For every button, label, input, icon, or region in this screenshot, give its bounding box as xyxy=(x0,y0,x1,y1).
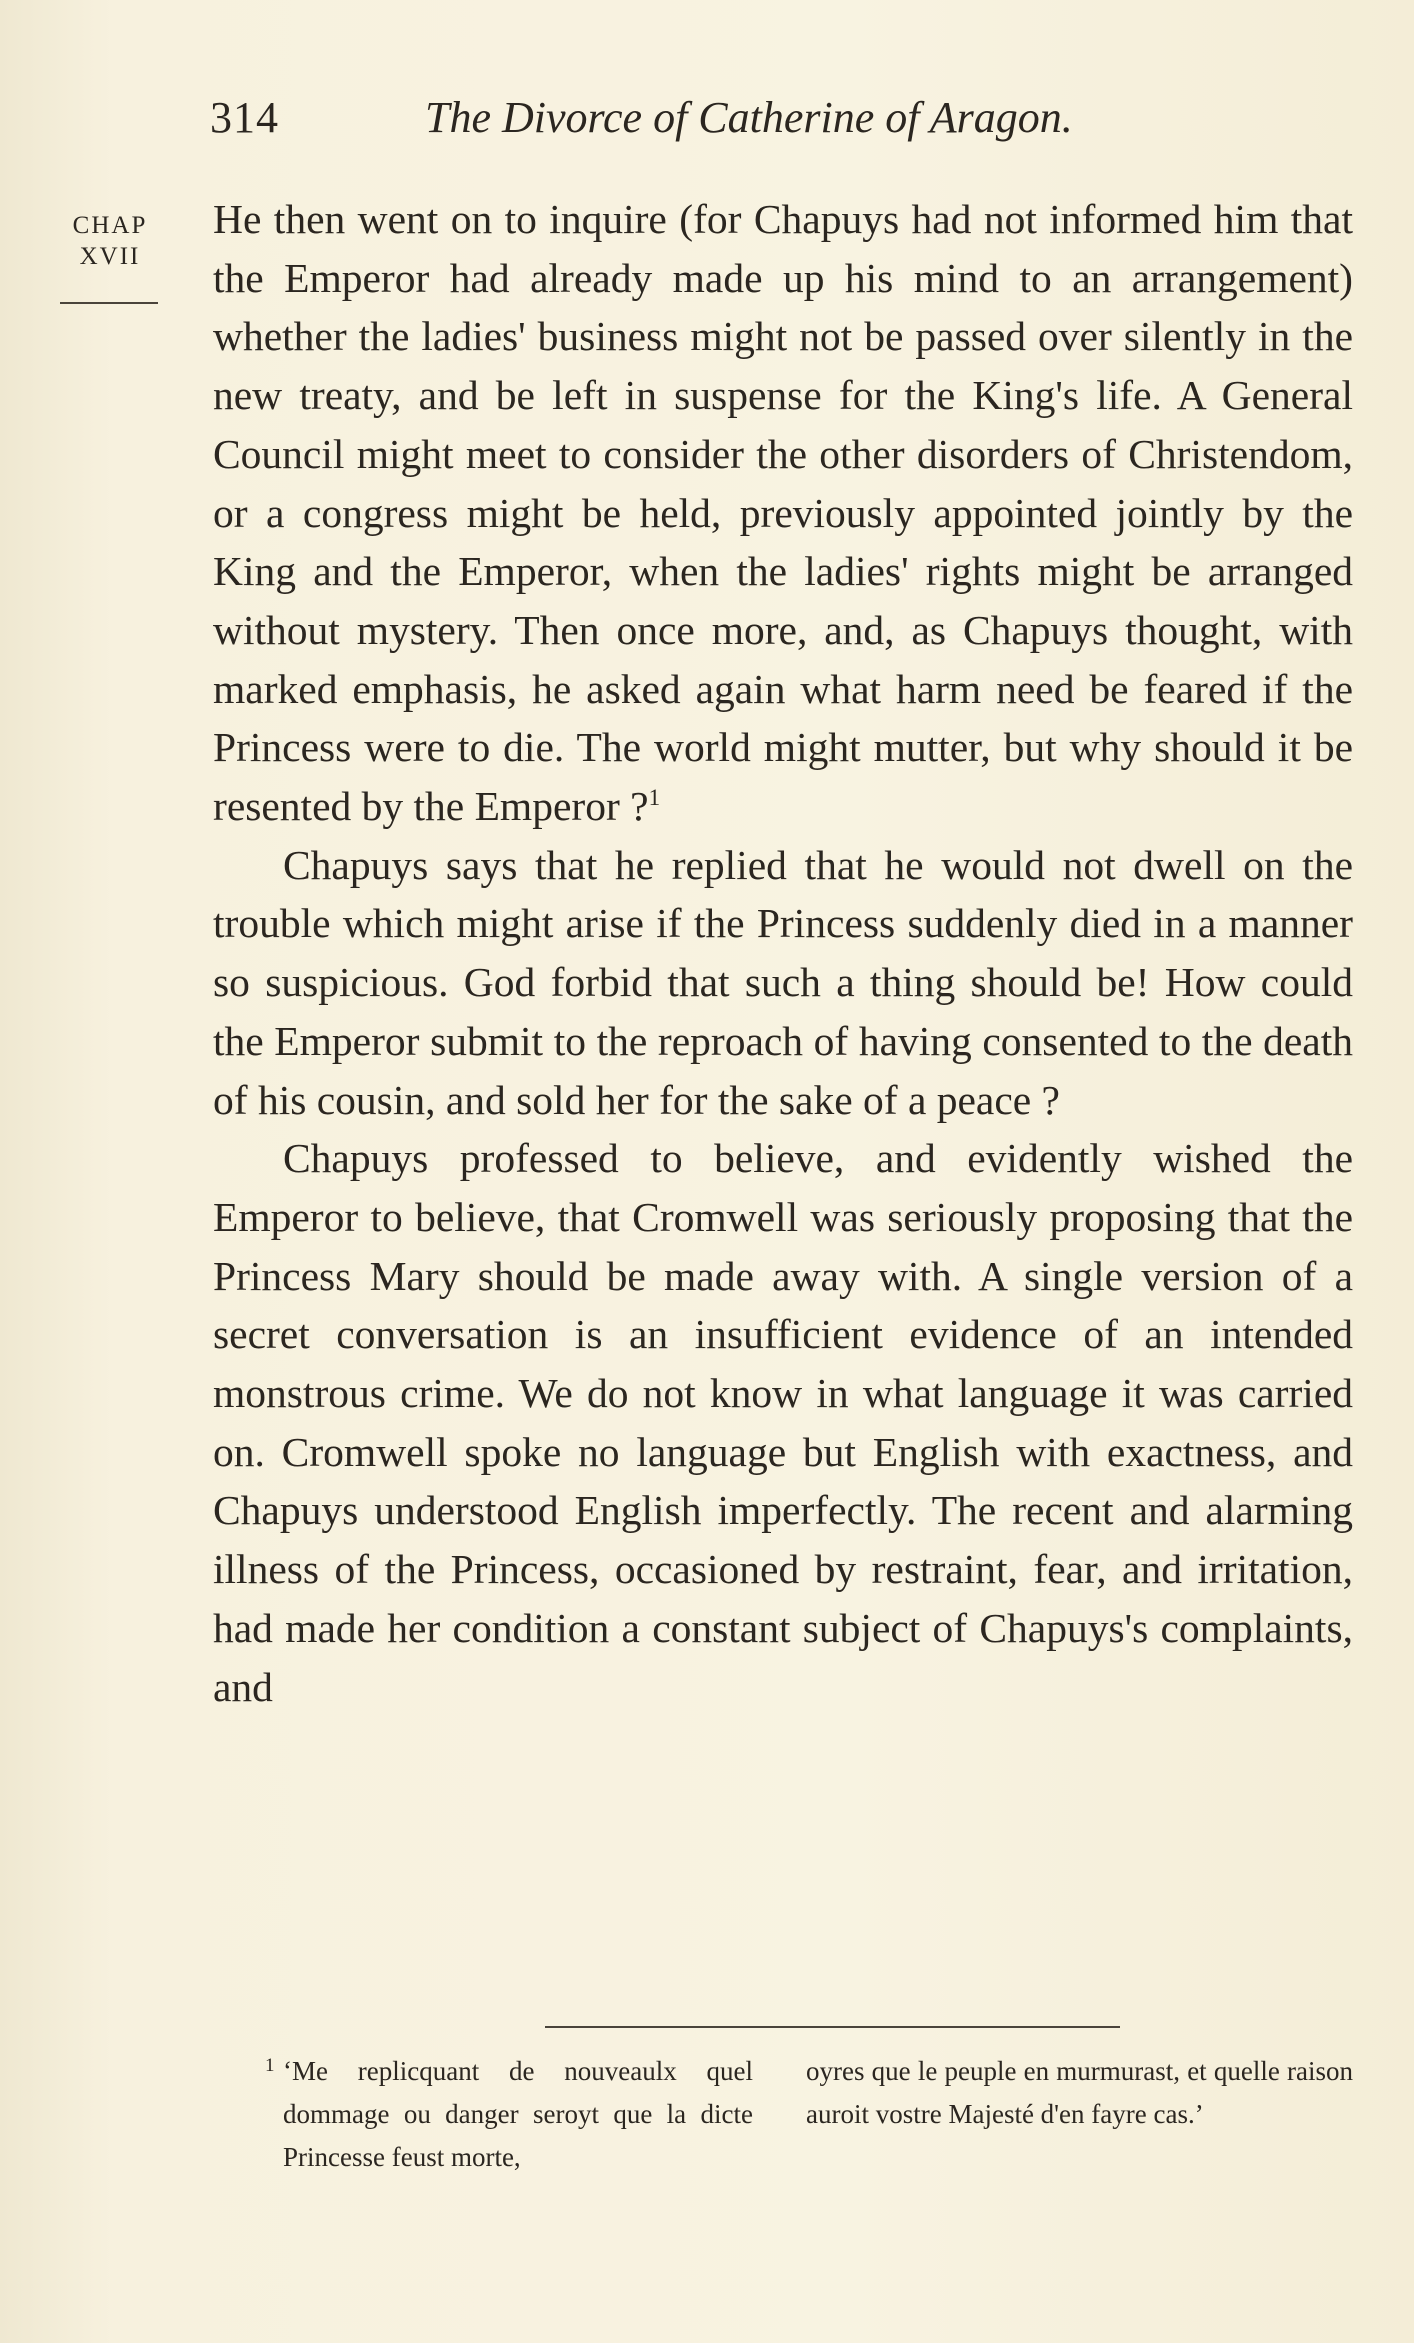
paragraph xyxy=(213,836,1353,1130)
footnote-right-column xyxy=(806,2050,1353,2136)
chapter-label: CHAP xyxy=(72,212,148,239)
footnote-reference[interactable]: 1 xyxy=(648,785,661,811)
body-text xyxy=(213,190,1353,1716)
chapter-rule-divider xyxy=(60,302,158,304)
paragraph-text: He then went on to inquire (for Chapuys had not informed him that the Emperor had already made up his mind to an arrangement) whether the ladies' business might not be passed over silently in the new treaty, and be left in suspense for the King's life. A General Council might meet to consider the other disorders of Christendom, or a congress might be held, previously appointed jointly by the King and the Emperor, when the ladies' rights might be arranged without mystery. Then once more, and, as Chapuys thought, with marked emphasis, he asked again what harm need be feared if the Princess were to die. The world might mutter, but why should it be resented by the Emperor ? xyxy=(213,196,1353,830)
footnote-rule-divider xyxy=(545,2026,1120,2028)
paragraph xyxy=(213,190,1353,836)
page-number: 314 xyxy=(210,93,279,142)
footnote-marker: 1 xyxy=(265,2055,275,2076)
footnote-left-text: ‘Me replicquant de nouveaulx quel dommage ou danger seroyt que la dicte Princesse feust morte, xyxy=(283,2056,753,2172)
paragraph-text: Chapuys professed to believe, and evidently wished the Emperor to believe, that Cromwell was seriously proposing that the Princess Mary should be made away with. A single version of a secret conversation is an insufficient evidence of an intended monstrous crime. We do not know in what language it was carried on. Cromwell spoke no language but English with exactness, and Chapuys understood English imperfectly. The recent and alarming illness of the Princess, occasioned by restraint, fear, and irritation, had made her condition a constant subject of Chapuys's complaints, and xyxy=(213,1135,1353,1710)
footnote-right-text: oyres que le peuple en murmurast, et quelle raison auroit vostre Majesté d'en fayre cas.’ xyxy=(806,2056,1353,2129)
paragraph-text: Chapuys says that he replied that he would not dwell on the trouble which might arise if the Princess suddenly died in a manner so suspicious. God forbid that such a thing should be! How could the Emperor submit to the reproach of having consented to the death of his cousin, and sold her for the sake of a peace ? xyxy=(213,841,1353,1123)
paragraph xyxy=(213,1129,1353,1716)
chapter-number: XVII xyxy=(79,243,141,270)
running-head xyxy=(210,92,1355,152)
running-title: The Divorce of Catherine of Aragon. xyxy=(425,93,1073,142)
footnote-left-column xyxy=(213,2050,753,2179)
chapter-marker xyxy=(62,210,158,272)
